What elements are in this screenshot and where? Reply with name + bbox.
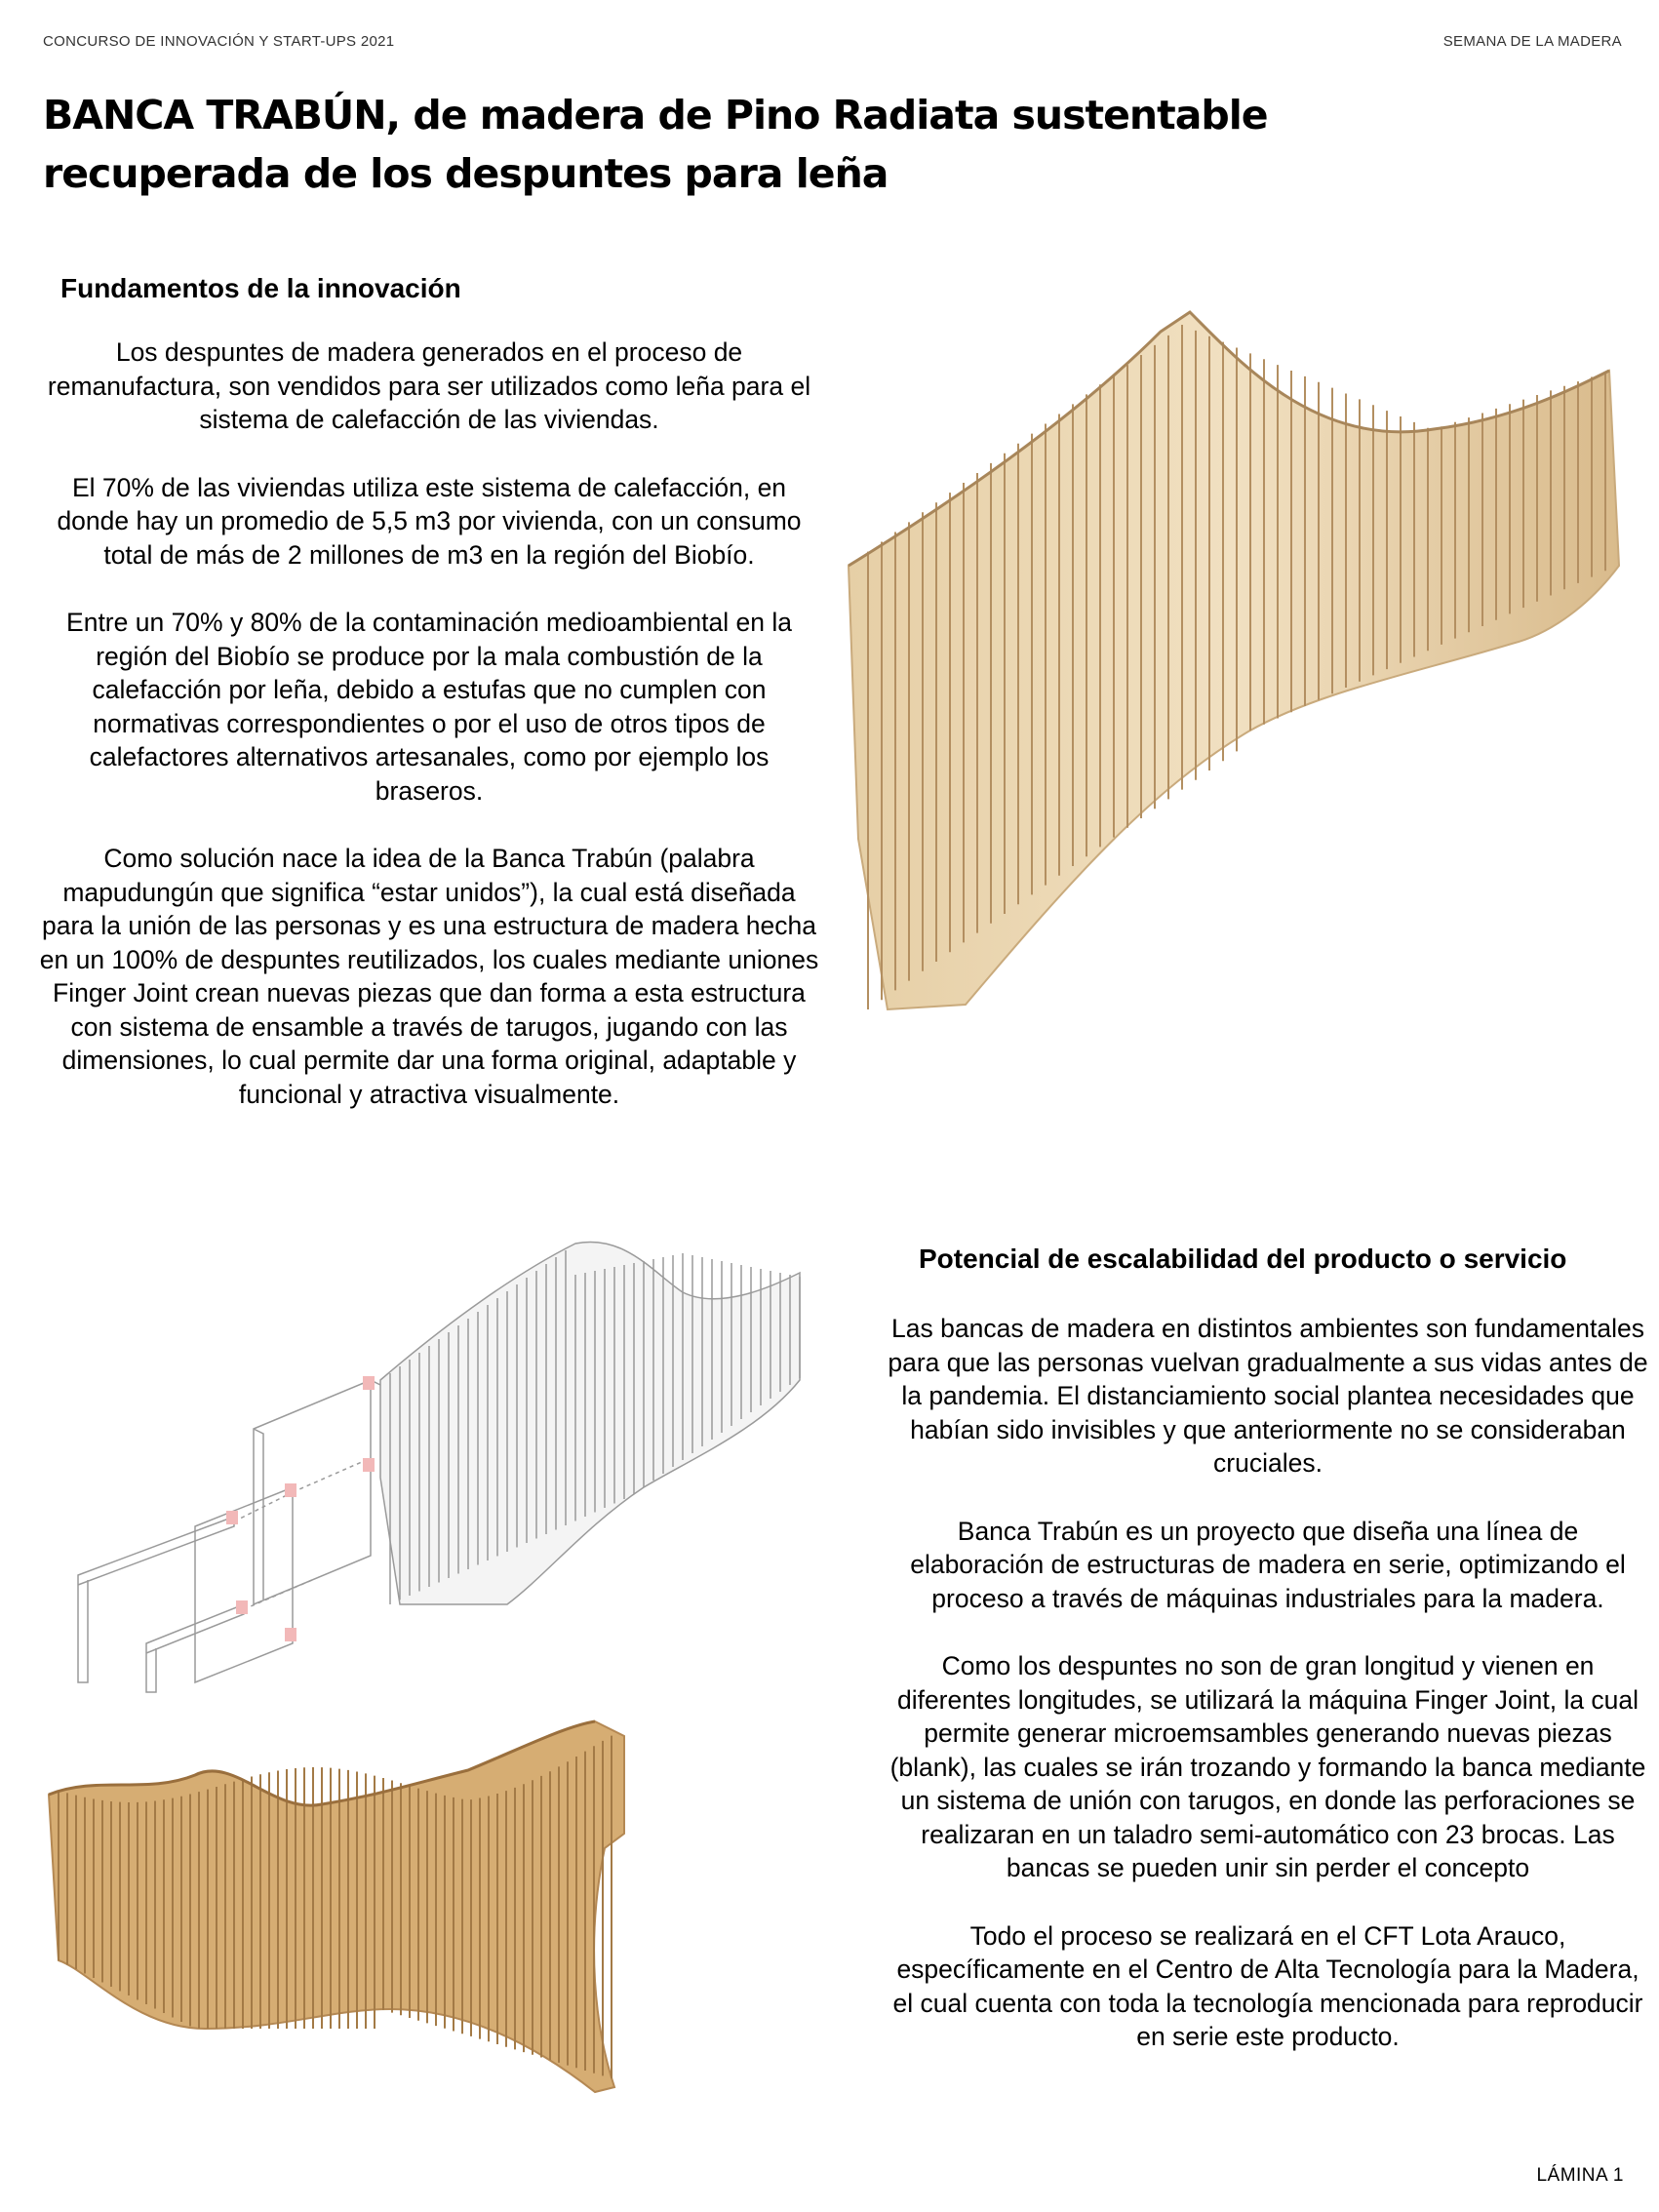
long-bench-render-image <box>39 1717 858 2097</box>
exploded-assembly-diagram <box>59 1234 839 1702</box>
exploded-bench-outline <box>380 1242 800 1604</box>
scalability-text <box>888 1312 1648 2088</box>
innovation-text <box>39 336 819 1145</box>
exploded-frame-1 <box>254 1380 380 1604</box>
paragraph: Todo el proceso se realizará en el CFT Lota Arauco, específicamente en el Centro de Alta Tecnología para la Madera, el cual cuenta con toda la tecnología mencionada para reproducir en serie este producto. <box>892 1920 1643 2051</box>
joint-marker <box>285 1483 296 1497</box>
long-bench-body <box>49 1721 624 2092</box>
joint-marker <box>226 1511 238 1524</box>
joint-marker <box>236 1600 248 1614</box>
bench-render-image <box>829 293 1629 1034</box>
exploded-guide-lines <box>234 1458 371 1609</box>
header-contest: CONCURSO DE INNOVACIÓN Y START-UPS 2021 <box>43 33 395 50</box>
paragraph: El 70% de las viviendas utiliza este sistema de calefacción, en donde hay un promedio de 5,5 m3 por vivienda, con un consumo total de más de 2 millones de m3 en la región del Biobío. <box>57 472 802 570</box>
paragraph: Como solución nace la idea de la Banca Trabún (palabra mapudungún que significa “estar unidos”), la cual está diseñada para la unión de las personas y es una estructura de madera hecha en un 100% de despuntes reutilizados, los cuales mediante uniones Finger Joint crean nuevas piezas que dan forma a esta estructura con sistema de ensamble a través de tarugos, jugando con las dimensiones, lo cual permite dar una forma original, adaptable y funcional y atractiva visualmente. <box>39 844 819 1109</box>
joint-marker <box>363 1376 375 1390</box>
title-line-1: BANCA TRABÚN, de madera de Pino Radiata sustentable <box>43 92 1268 138</box>
header-event: SEMANA DE LA MADERA <box>1442 33 1622 50</box>
paragraph: Como los despuntes no son de gran longitud y vienen en diferentes longitudes, se utilizará la máquina Finger Joint, la cual permite generar microemsambles generando nuevas piezas (blank), las cuales se irán trozando y formando la banca mediante un sistema de unión con tarugos, en donde las perforaciones se realizaran en un taladro semi-automático con 23 brocas. Las bancas se pueden unir sin perder el concepto <box>889 1651 1646 1882</box>
joint-marker <box>285 1628 296 1641</box>
paragraph: Entre un 70% y 80% de la contaminación medioambiental en la región del Biobío se produce por la mala combustión de la calefacción por leña, debido a estufas que no cumplen con normativas correspondientes o por el uso de otros tipos de calefactores alternativos artesanales, como por ejemplo los braseros. <box>66 608 792 806</box>
joint-marker <box>363 1458 375 1472</box>
paragraph: Los despuntes de madera generados en el proceso de remanufactura, son vendidos para ser utilizados como leña para el sistema de calefacción de las viviendas. <box>47 337 811 434</box>
paragraph: Las bancas de madera en distintos ambientes son fundamentales para que las personas vuelvan gradualmente a sus vidas antes de la pandemia. El distanciamiento social plantea necesidades que habían sido invisibles y que anteriormente no se consideraban cruciales. <box>888 1314 1648 1478</box>
sheet-label: LÁMINA 1 <box>1536 2165 1624 2186</box>
title-line-2: recuperada de los despuntes para leña <box>43 150 889 197</box>
section-heading-innovation: Fundamentos de la innovación <box>60 273 461 303</box>
paragraph: Banca Trabún es un proyecto que diseña una línea de elaboración de estructuras de madera en serie, optimizando el proceso a través de máquinas industriales para la madera. <box>910 1516 1626 1613</box>
page-title <box>43 86 1311 203</box>
section-heading-scalability: Potencial de escalabilidad del producto o servicio <box>919 1244 1567 1274</box>
